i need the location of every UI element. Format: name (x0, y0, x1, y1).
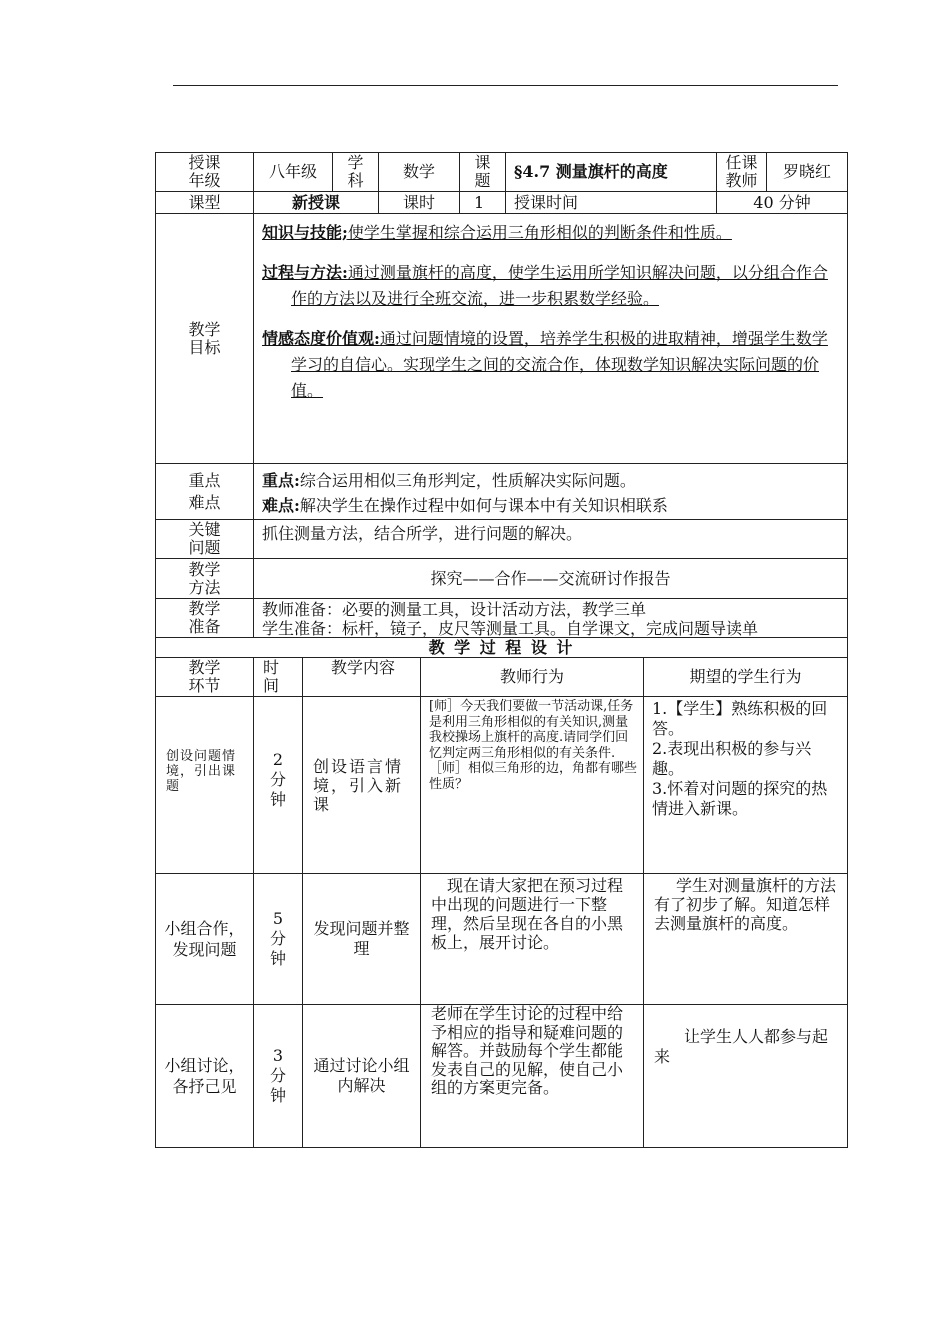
stage-cell: 创设问题情境，引出课题 (155, 696, 254, 874)
stage-header: 教学环节 (155, 657, 254, 697)
subject-label: 学科 (332, 152, 379, 192)
time-cell: 2分钟 (253, 696, 303, 874)
method-text: 探究——合作——交流研讨作报告 (253, 558, 848, 599)
emotion-objective: 情感态度价值观:通过问题情境的设置，培养学生积极的进取精神，增强学生数学学习的自信心。实现学生之间的交流合作，体现数学知识解决实际问题的价值。 (262, 329, 828, 400)
teacher-value: 罗晓红 (766, 152, 848, 192)
teacher-preparation: 教师准备：必要的测量工具，设计活动方法，教学三单 (262, 600, 647, 619)
preparation-content (253, 598, 848, 638)
topic-value: §4.7 测量旗杆的高度 (505, 152, 717, 192)
lesson-type-label: 课型 (155, 191, 254, 214)
stage-cell: 小组合作，发现问题 (155, 873, 254, 1005)
preparation-label: 教学准备 (155, 598, 254, 638)
content-cell: 发现问题并整理 (302, 873, 421, 1005)
periods-label: 课时 (378, 191, 460, 214)
stage-cell: 小组讨论，各抒己见 (155, 1004, 254, 1148)
difficulty-point: 难点:解决学生在操作过程中如何与课本中有关知识相联系 (262, 496, 668, 515)
header-rule (173, 85, 838, 86)
key-point: 重点:综合运用相似三角形判定，性质解决实际问题。 (262, 471, 636, 490)
keypoints-content (253, 463, 848, 520)
grade-value: 八年级 (253, 152, 333, 192)
content-cell: 创设语言情境，引入新课 (302, 696, 421, 874)
teacher-behavior-cell: 现在请大家把在预习过程中出现的问题进行一下整理，然后呈现在各自的小黑板上，展开讨论。 (420, 873, 644, 1005)
subject-value: 数学 (378, 152, 460, 192)
keypoints-label: 重点难点 (155, 463, 254, 520)
teacher-behavior-cell: 老师在学生讨论的过程中给予相应的指导和疑难问题的解答。并鼓励每个学生都能发表自己的见解，使自己小组的方案更完备。 (420, 1004, 644, 1148)
student-behavior-line: 1.【学生】熟练积极的回答。 (652, 699, 828, 738)
duration-label: 授课时间 (505, 191, 717, 214)
time-cell: 5分钟 (253, 873, 303, 1005)
process-objective: 过程与方法:通过测量旗杆的高度，使学生运用所学知识解决问题，以分组合作合作的方法以及进行全班交流，进一步积累数学经验。 (262, 263, 828, 308)
time-cell: 3分钟 (253, 1004, 303, 1148)
content-header: 教学内容 (302, 657, 421, 697)
teacher-label: 任课教师 (716, 152, 767, 192)
key-question-text: 抓住测量方法，结合所学，进行问题的解决。 (253, 519, 848, 559)
student-behavior-cell (643, 696, 848, 874)
student-behavior-header: 期望的学生行为 (643, 657, 848, 697)
knowledge-objective: 知识与技能;使学生掌握和综合运用三角形相似的判断条件和性质。 (262, 223, 732, 242)
teacher-behavior-cell: [师］今天我们要做一节活动课,任务是利用三角形相似的有关知识,测量我校操场上旗杆的高度.请同学们回忆判定两三角形相似的有关条件.［师］相似三角形的边，角都有哪些性质？ (420, 696, 644, 874)
grade-label: 授课年级 (155, 152, 254, 192)
lesson-type-value: 新授课 (253, 191, 379, 214)
teacher-behavior-header: 教师行为 (420, 657, 644, 697)
objectives-content (253, 213, 848, 464)
student-behavior-line: 2.表现出积极的参与兴趣。 (652, 739, 812, 778)
design-title: 教 学 过 程 设 计 (155, 637, 848, 658)
periods-value: 1 (459, 191, 506, 214)
key-question-label: 关键问题 (155, 519, 254, 559)
topic-label: 课题 (459, 152, 506, 192)
objectives-label: 教学目标 (155, 213, 254, 464)
student-preparation: 学生准备：标杆，镜子，皮尺等测量工具。自学课文，完成问题导读单 (262, 619, 759, 638)
time-header: 时间 (253, 657, 303, 697)
student-behavior-line: 3.怀着对问题的探究的热情进入新课。 (652, 779, 828, 818)
content-cell: 通过讨论小组内解决 (302, 1004, 421, 1148)
student-behavior-cell: 让学生人人都参与起来 (643, 1004, 848, 1148)
duration-value: 40 分钟 (716, 191, 848, 214)
method-label: 教学方法 (155, 558, 254, 599)
student-behavior-cell: 学生对测量旗杆的方法有了初步了解。知道怎样去测量旗杆的高度。 (643, 873, 848, 1005)
